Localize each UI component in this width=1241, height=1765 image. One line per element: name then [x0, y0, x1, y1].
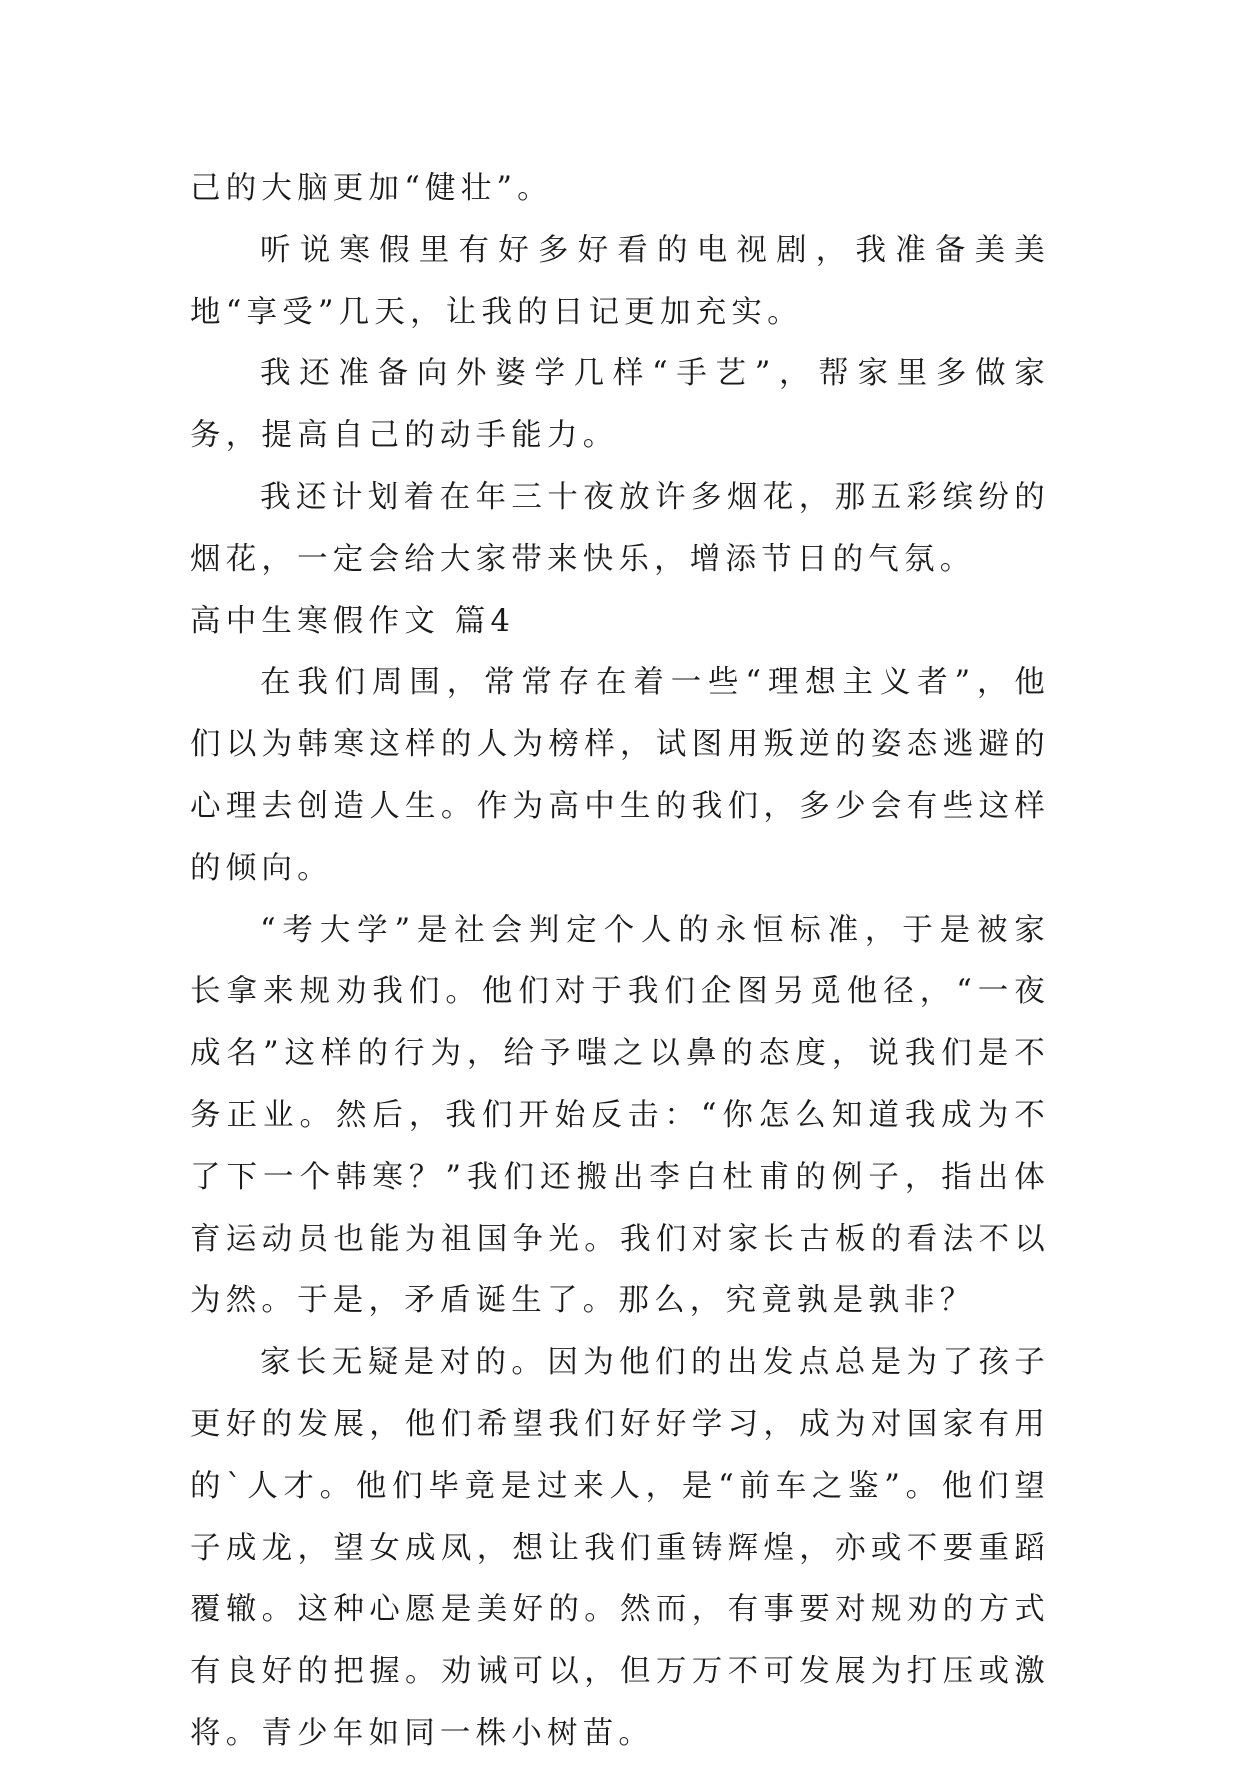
paragraph-4: 我还计划着在年三十夜放许多烟花，那五彩缤纷的烟花，一定会给大家带来快乐，增添节日的气氛。	[190, 479, 1050, 577]
paragraph-5: 在我们周围，常常存在着一些“理想主义者”，他们以为韩寒这样的人为榜样，试图用叛逆的姿态逃避的心理去创造人生。作为高中生的我们，多少会有些这样的倾向。	[190, 665, 1050, 886]
paragraph-3: 我还准备向外婆学几样“手艺”，帮家里多做家务，提高自己的动手能力。	[190, 356, 1050, 454]
section-heading: 高中生寒假作文 篇4	[190, 603, 516, 639]
document-body	[190, 158, 1050, 1765]
paragraph-6: “考大学”是社会判定个人的永恒标准，于是被家长拿来规劝我们。他们对于我们企图另觅他径，“一夜成名”这样的行为，给予嗤之以鼻的态度，说我们是不务正业。然后，我们开始反击：“你怎么知道我成为不了下一个韩寒？”我们还搬出李白杜甫的例子，指出体育运动员也能为祖国争光。我们对家长古板的看法不以为然。于是，矛盾诞生了。那么，究竟孰是孰非？	[190, 912, 1050, 1319]
paragraph-2: 听说寒假里有好多好看的电视剧，我准备美美地“享受”几天，让我的日记更加充实。	[190, 232, 1050, 330]
paragraph-7: 家长无疑是对的。因为他们的出发点总是为了孩子更好的发展，他们希望我们好好学习，成为对国家有用的`人才。他们毕竟是过来人，是“前车之鉴”。他们望子成龙，望女成凤，想让我们重铸辉煌，亦或不要重蹈覆辙。这种心愿是美好的。然而，有事要对规劝的方式有良好的把握。劝诫可以，但万万不可发展为打压或激将。青少年如同一株小树苗。	[190, 1345, 1050, 1751]
paragraph-1: 己的大脑更加“健壮”。	[190, 171, 553, 206]
